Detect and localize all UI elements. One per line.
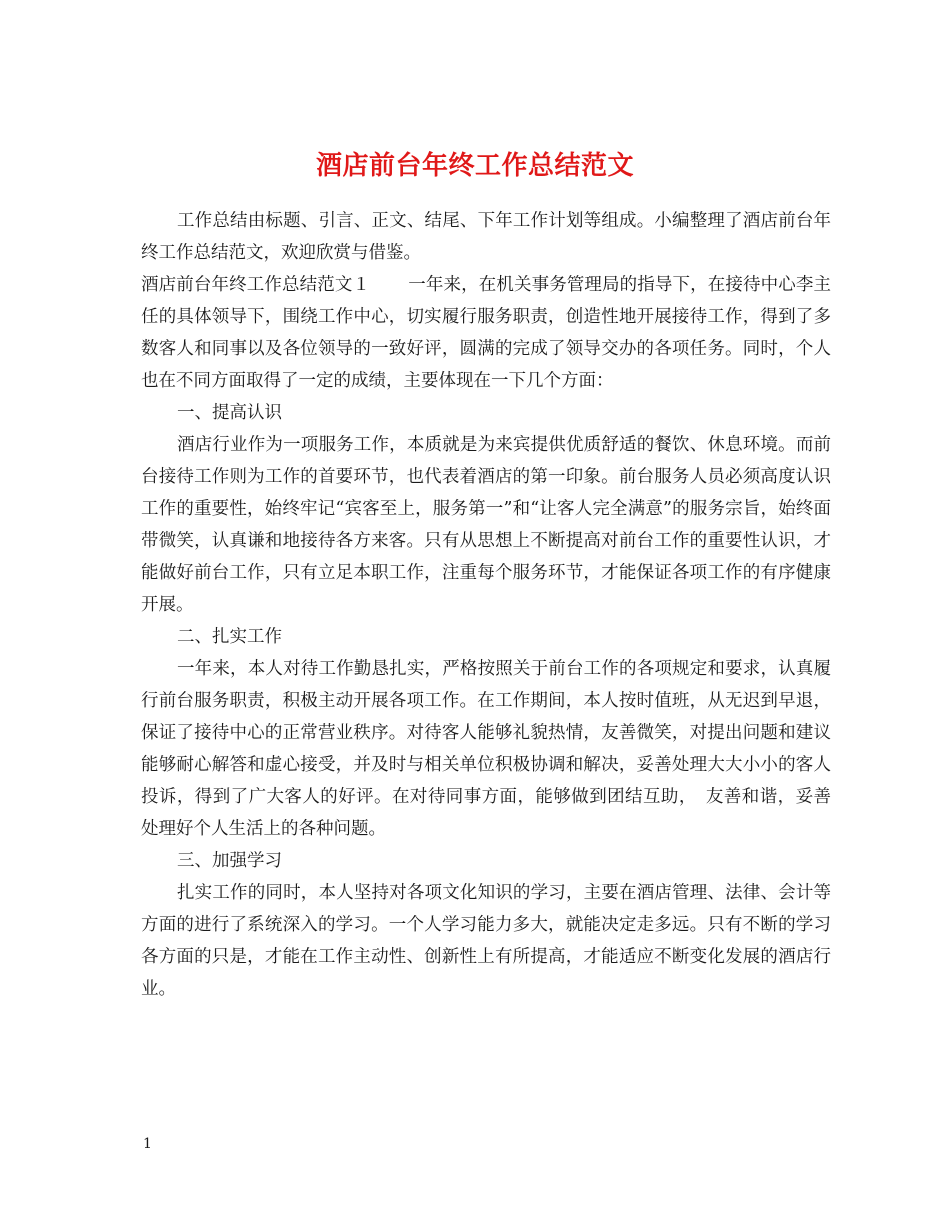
section-paragraph: 扎实工作的同时，本人坚持对各项文化知识的学习，主要在酒店管理、法律、会计等方面的进行了系统深入的学习。一个人学习能力多大，就能决定走多远。只有不断的学习各方面的只是，才能在工作主动性、创新性上有所提高，才能适应不断变化发展的酒店行业。 xyxy=(141,883,831,999)
article-opening-paragraph xyxy=(141,269,831,397)
article-label: 酒店前台年终工作总结范文１ xyxy=(141,275,371,295)
document-title: 酒店前台年终工作总结范文 xyxy=(315,151,634,182)
section-paragraph: 一年来，本人对待工作勤恳扎实，严格按照关于前台工作的各项规定和要求，认真履行前台服务职责，积极主动开展各项工作。在工作期间，本人按时值班，从无迟到早退，保证了接待中心的正常营业秩序。对待客人能够礼貌热情，友善微笑，对提出问题和建议能够耐心解答和虚心接受，并及时与相关单位积极协调和解决，妥善处理大大小小的客人投诉，得到了广大客人的好评。在对待同事方面，能够做到团结互助， 友善和谐，妥善处理好个人生活上的各种问题。 xyxy=(141,659,831,839)
intro-paragraph: 工作总结由标题、引言、正文、结尾、下年工作计划等组成。小编整理了酒店前台年终工作总结范文，欢迎欣赏与借鉴。 xyxy=(141,211,831,263)
section-heading: 三、加强学习 xyxy=(177,851,282,871)
page-number: 1 xyxy=(143,1136,152,1152)
section-heading: 一、提高认识 xyxy=(177,403,282,423)
document-body xyxy=(141,205,831,1005)
section-heading: 二、扎实工作 xyxy=(177,627,282,647)
article-opening-text: 一年来，在机关事务管理局的指导下，在接待中心李主任的具体领导下，围绕工作中心，切实履行服务职责，创造性地开展接待工作，得到了多数客人和同事以及各位领导的一致好评，圆满的完成了领导交办的各项任务。同时，个人也在不同方面取得了一定的成绩，主要体现在一下几个方面： xyxy=(141,275,832,391)
section-paragraph: 酒店行业作为一项服务工作，本质就是为来宾提供优质舒适的餐饮、休息环境。而前台接待工作则为工作的首要环节，也代表着酒店的第一印象。前台服务人员必须高度认识工作的重要性，始终牢记“宾客至上，服务第一”和“让客人完全满意”的服务宗旨，始终面带微笑，认真谦和地接待各方来客。只有从思想上不断提高对前台工作的重要性认识，才能做好前台工作，只有立足本职工作，注重每个服务环节，才能保证各项工作的有序健康开展。 xyxy=(141,435,831,615)
